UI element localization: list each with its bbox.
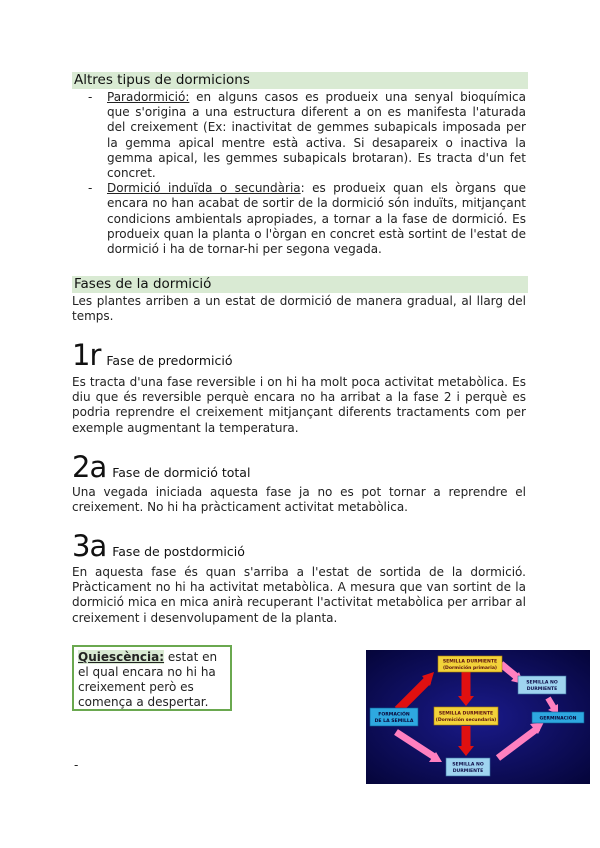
quiescence-label: Quiescència: [78,650,165,664]
phase-2-text: Una vegada iniciada aquesta fase ja no es pot tornar a reprendre el creixement. No hi ha pràcticament activitat metabòlica. [72,485,526,515]
footer-dash: - [74,758,79,772]
phase-2-heading [72,452,250,482]
box-text: DE LA SEMILLA [374,719,414,724]
box-text: DURMIENTE [452,769,484,774]
phase-number: 3a [72,529,107,563]
box-germination [532,712,584,723]
section-heading-dormancy-phases: Fases de la dormició [72,276,528,293]
section-heading-other-dormancy: Altres tipus de dormicions [72,72,528,89]
box-text: SEMILLA DURMIENTE [442,659,498,665]
term-paradormancy: Paradormició: [107,90,190,104]
phases-intro: Les plantes arriben a un estat de dormició de manera gradual, al llarg del temps. [72,294,526,324]
dormancy-types-list [88,90,526,257]
phase-1-heading [72,340,233,370]
box-seed-formation [370,708,418,726]
phase-number: 2a [72,450,107,484]
secondary-dormancy-text: : es produeix quan els òrgans que encara no han acabat de sortir de la dormició són induïts, mitjançant condicions ambientals apropiades, a tornar a la fase de dormició. Es produeix quan la planta o l'òrgan en concret està sortint de l'estat de dormició i ha de tornar-hi per segona vegada. [107,181,527,257]
box-secondary-dormant-seed [434,707,498,725]
phase-3-text: En aquesta fase és quan s'arriba a l'estat de sortida de la dormició. Pràcticament no hi ha activitat metabòlica. A mesura que van sortint de la dormició mica en mica anirà recuperant l'activitat metabòlica per arribar al creixement i desenvolupament de la planta. [72,565,526,625]
box-text: SEMILLA DURMIENTE [438,711,494,717]
term-secondary-dormancy: Dormició induïda o secundària [107,181,301,196]
box-text: (Dormición primaria) [442,666,498,671]
box-text: SEMILLA NO [452,762,484,768]
box-primary-dormant-seed [438,656,502,672]
phase-1-text: Es tracta d'una fase reversible i on hi ha molt poca activitat metabòlica. Es diu que és reversible perquè encara no ha arribat a la fase 2 i perquè es podria reprendre el creixement mitjançant diferents tractaments com per exemple augmentant la temperatura. [72,375,526,435]
list-item [88,181,526,257]
dormancy-cycle-diagram [366,650,590,784]
bullet-dash: - [88,181,93,196]
bullet-dash: - [88,90,93,104]
phase-3-heading [72,531,245,561]
box-text: GERMINACIÓN [539,716,577,722]
paradormancy-text: en alguns casos es produeix una senyal bioquímica que s'origina a una estructura diferent a on es manifesta l'aturada del creixement (Ex: inactivitat de gemmes subapicals imposada per la gemma apical mentre està activa. Si desapareix o inactiva la gemma apical, les gemmes subapicals brotaran). Es tracta d'un fet concret. [107,90,526,181]
phase-title: Fase de dormició total [112,465,251,480]
box-non-dormant-seed-right [518,676,566,694]
quiescence-note-box [72,645,232,711]
list-item [88,90,526,181]
box-text: DURMIENTE [526,687,558,692]
phase-title: Fase de postdormició [112,544,245,559]
box-text: SEMILLA NO [526,680,558,686]
box-text: (Dormición secundaria) [435,718,497,723]
phase-title: Fase de predormició [106,353,233,368]
phase-number: 1r [72,338,101,372]
box-non-dormant-seed-bottom [446,758,490,776]
quiescence-text: estat en el qual encara no hi ha creixement però es comença a despertar. [78,650,218,709]
box-text: FORMACIÓN [378,712,410,718]
